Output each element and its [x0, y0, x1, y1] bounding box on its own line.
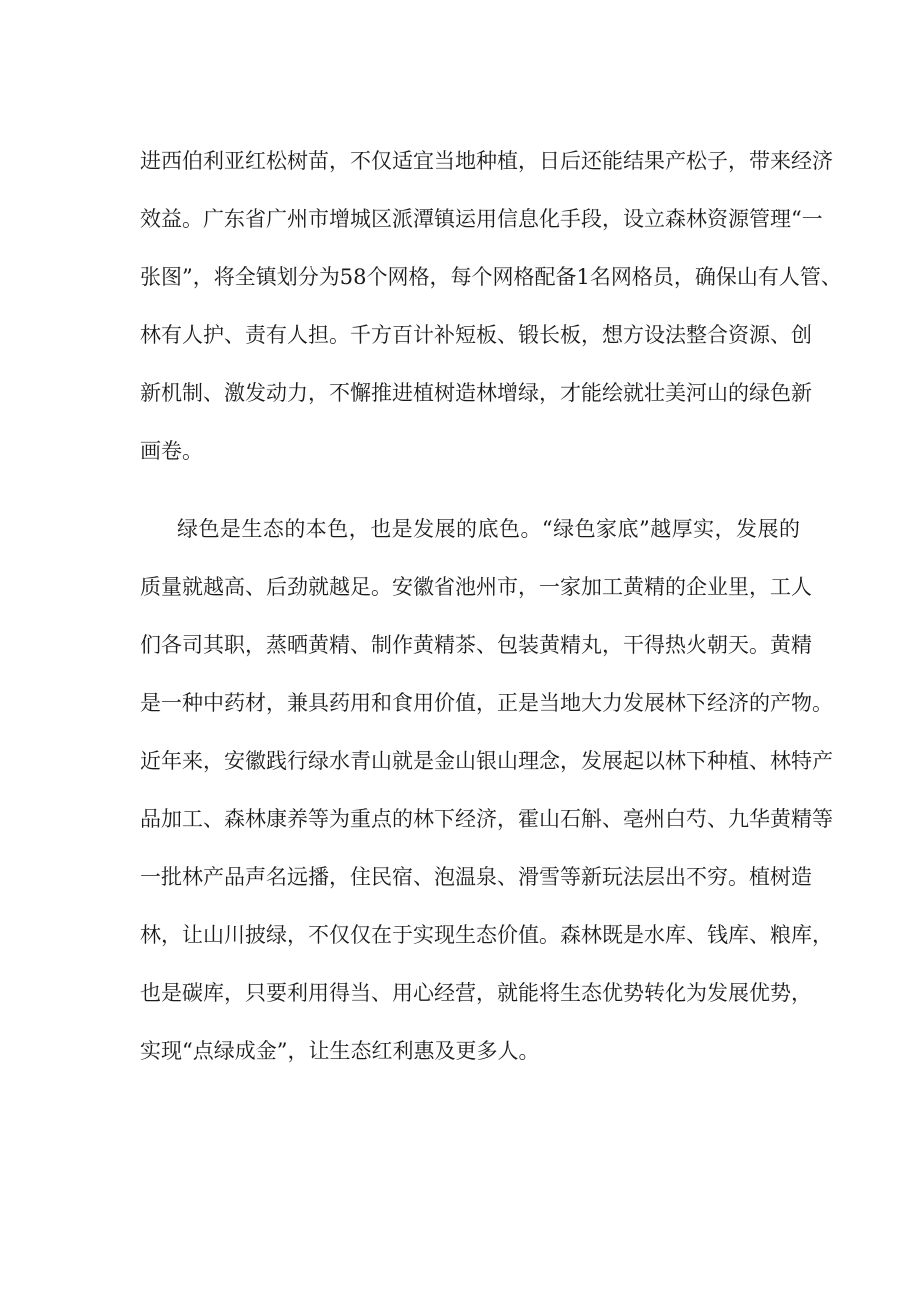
paragraph-1-line-4: 林有人护、责有人担。千方百计补短板、锻长板，想方设法整合资源、创 — [140, 323, 812, 347]
paragraph-2-line-9: 也是碳库，只要利用得当、用心经营，就能将生态优势转化为发展优势， — [140, 981, 812, 1005]
paragraph-2-line-5: 近年来，安徽践行绿水青山就是金山银山理念，发展起以林下种植、林特产 — [140, 749, 833, 773]
paragraph-2-line-7: 一批林产品声名远播，住民宿、泡温泉、滑雪等新玩法层出不穷。植树造 — [140, 865, 812, 889]
paragraph-2-line-2: 质量就越高、后劲就越足。安徽省池州市，一家加工黄精的企业里，工人 — [140, 575, 812, 599]
paragraph-1-line-2: 效益。广东省广州市增城区派潭镇运用信息化手段，设立森林资源管理“一 — [140, 207, 823, 231]
paragraph-1-line-6: 画卷。 — [140, 439, 203, 463]
paragraph-2-line-1: 绿色是生态的本色，也是发展的底色。“绿色家底”越厚实，发展的 — [177, 517, 800, 541]
paragraph-1-line-3: 张图”，将全镇划分为58个网格，每个网格配备1名网格员，确保山有人管、 — [140, 265, 842, 289]
paragraph-2-line-4: 是一种中药材，兼具药用和食用价值，正是当地大力发展林下经济的产物。 — [140, 691, 833, 715]
paragraph-2-line-8: 林，让山川披绿，不仅仅在于实现生态价值。森林既是水库、钱库、粮库， — [140, 923, 833, 947]
paragraph-2-line-3: 们各司其职，蒸晒黄精、制作黄精茶、包装黄精丸，干得热火朝天。黄精 — [140, 633, 812, 657]
paragraph-2-line-10: 实现“点绿成金”，让生态红利惠及更多人。 — [140, 1039, 540, 1063]
paragraph-1-line-1: 进西伯利亚红松树苗，不仅适宜当地种植，日后还能结果产松子，带来经济 — [140, 149, 833, 173]
paragraph-1-line-5: 新机制、激发动力，不懈推进植树造林增绿，才能绘就壮美河山的绿色新 — [140, 381, 812, 405]
paragraph-2-line-6: 品加工、森林康养等为重点的林下经济，霍山石斛、亳州白芍、九华黄精等 — [140, 807, 833, 831]
